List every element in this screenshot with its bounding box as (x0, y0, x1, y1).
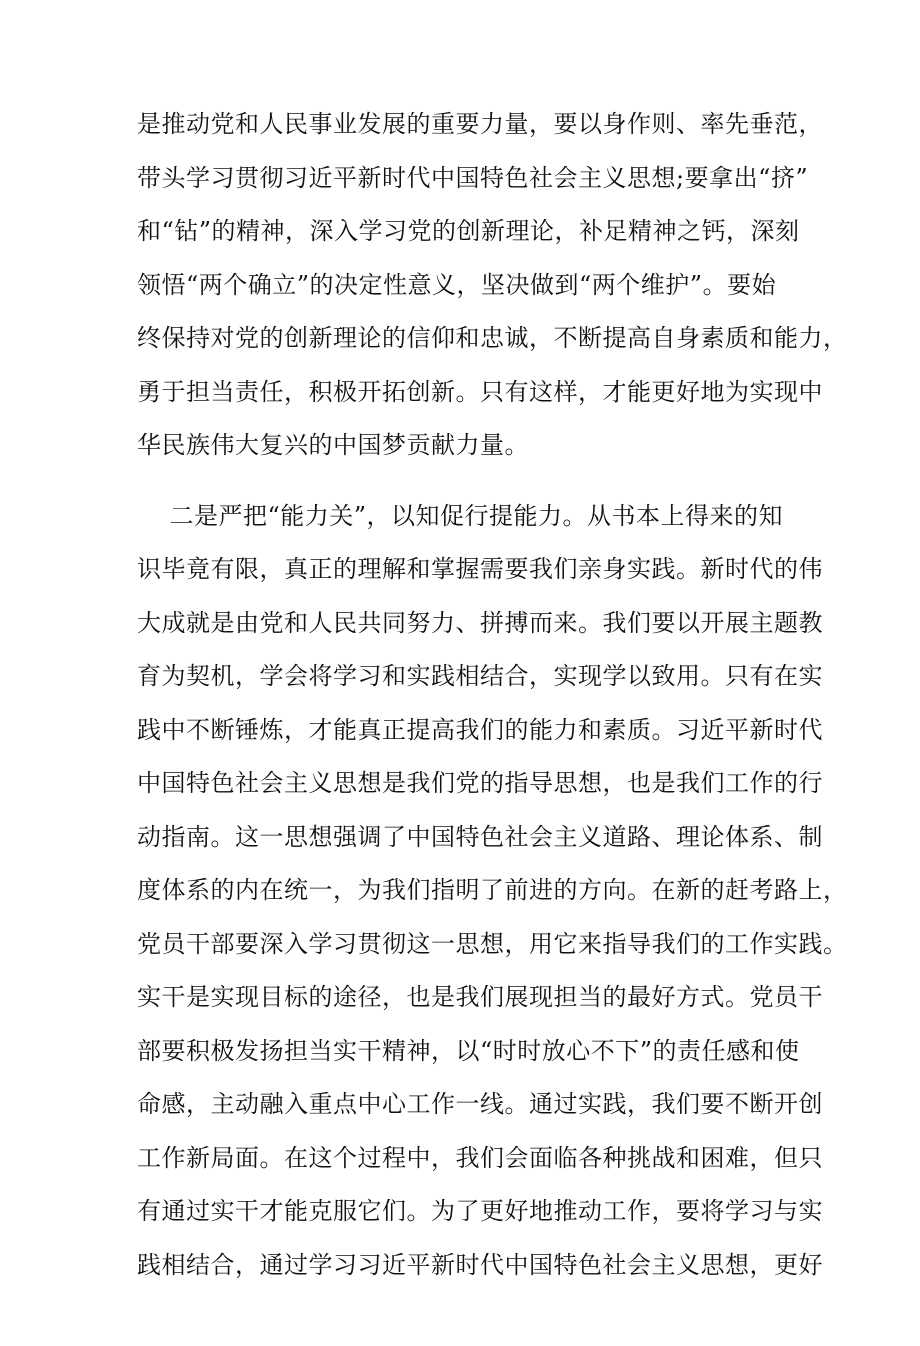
text-line: 命感，主动融入重点中心工作一线。通过实践，我们要不断开创 (137, 1090, 823, 1118)
text-line: 识毕竟有限，真正的理解和掌握需要我们亲身实践。新时代的伟 (137, 555, 823, 583)
text-line: 部要积极发扬担当实干精神，以“时时放心不下”的责任感和使 (137, 1036, 800, 1065)
paragraph-2 (137, 490, 848, 1346)
text-line: 中国特色社会主义思想是我们党的指导思想，也是我们工作的行 (137, 769, 823, 797)
text-line: 育为契机，学会将学习和实践相结合，实现学以致用。只有在实 (137, 662, 823, 690)
text-line: 大成就是由党和人民共同努力、拼搏而来。我们要以开展主题教 (137, 608, 823, 637)
text-line: 带头学习贯彻习近平新时代中国特色社会主义思想;要拿出“挤” (137, 163, 809, 192)
text-line: 践相结合，通过学习习近平新时代中国特色社会主义思想，更好 (137, 1250, 823, 1279)
text-line: 二是严把“能力关”，以知促行提能力。从书本上得来的知 (137, 501, 784, 530)
text-line: 勇于担当责任，积极开拓创新。只有这样，才能更好地为实现中 (137, 377, 823, 406)
text-line: 领悟“两个确立”的决定性意义，坚决做到“两个维护”。要始 (137, 270, 777, 299)
text-line: 实干是实现目标的途径，也是我们展现担当的最好方式。党员干 (137, 983, 823, 1011)
text-line: 终保持对党的创新理论的信仰和忠诚，不断提高自身素质和能力， (137, 324, 848, 352)
text-line: 党员干部要深入学习贯彻这一思想，用它来指导我们的工作实践。 (137, 929, 848, 958)
text-line (137, 1292, 797, 1346)
text-line: 是推动党和人民事业发展的重要力量，要以身作则、率先垂范， (137, 110, 823, 138)
text-line: 动指南。这一思想强调了中国特色社会主义道路、理论体系、制 (137, 822, 823, 851)
text-line: 践中不断锤炼，才能真正提高我们的能力和素质。习近平新时代 (137, 715, 823, 744)
text-line: 华民族伟大复兴的中国梦贡献力量。 (137, 431, 529, 459)
text-line: 度体系的内在统一，为我们指明了前进的方向。在新的赶考路上， (137, 876, 848, 904)
body-text (137, 98, 848, 1346)
text-line: 有通过实干才能克服它们。为了更好地推动工作，要将学习与实 (137, 1197, 823, 1225)
paragraph-1 (137, 98, 848, 473)
paragraph-spacer (137, 473, 797, 490)
text-line: 和“钻”的精神，深入学习党的创新理论，补足精神之钙，深刻 (137, 217, 800, 245)
text-line: 工作新局面。在这个过程中，我们会面临各种挑战和困难，但只 (137, 1143, 823, 1172)
